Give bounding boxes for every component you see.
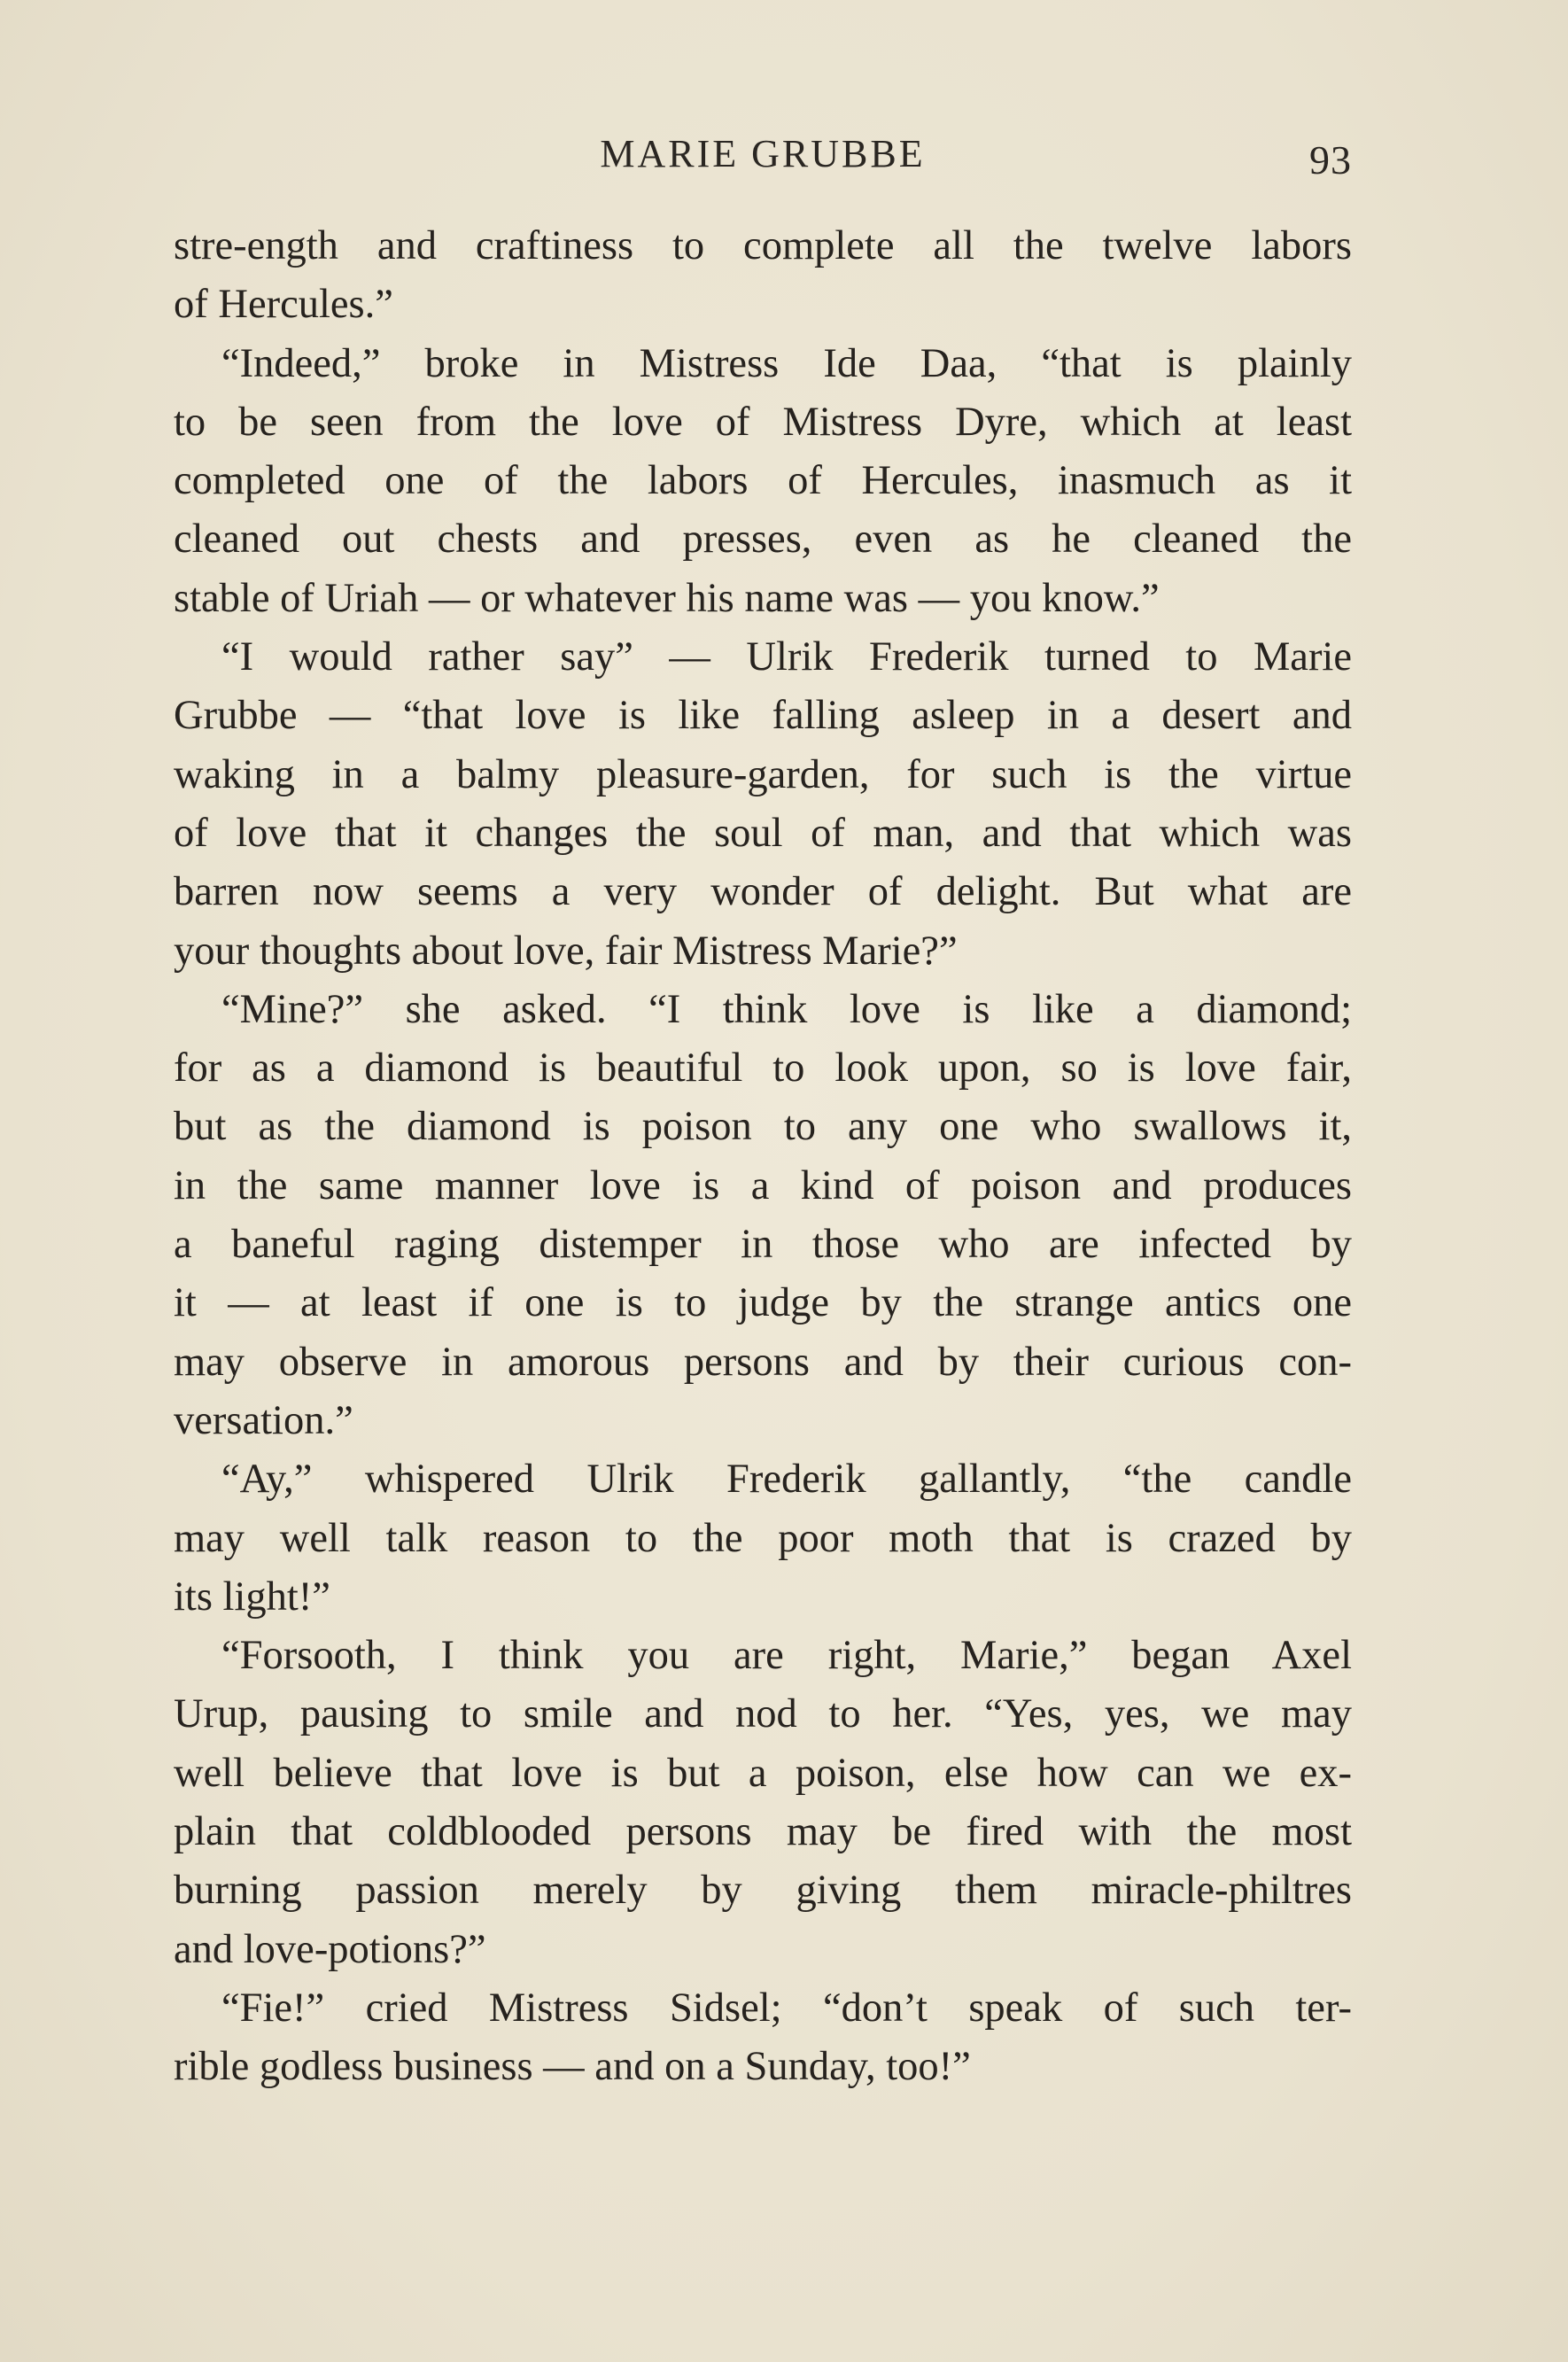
text-line: its light!”: [174, 1573, 330, 1620]
body-text: [174, 217, 1352, 2097]
text-line: “Fie!” cried Mistress Sidsel; “don’t speak of such ter-: [221, 1985, 1352, 2031]
text-line: but as the diamond is poison to any one who swallows it,: [174, 1104, 1352, 1150]
text-line: it — at least if one is to judge by the strange antics one: [174, 1280, 1352, 1326]
text-line: “Forsooth, I think you are right, Marie,” began Axel: [221, 1633, 1352, 1679]
text-line: plain that coldblooded persons may be fired with the most: [174, 1809, 1352, 1855]
text-line: well believe that love is but a poison, else how can we ex-: [174, 1750, 1352, 1796]
text-line: and love-potions?”: [174, 1926, 486, 1972]
text-line: “Mine?” she asked. “I think love is like a diamond;: [221, 986, 1352, 1032]
text-line: stable of Uriah — or whatever his name was — you know.”: [174, 575, 1160, 621]
text-line: Grubbe — “that love is like falling asleep in a desert and: [174, 693, 1352, 739]
text-line: of love that it changes the soul of man, and that which was: [174, 810, 1352, 856]
text-line: completed one of the labors of Hercules, inasmuch as it: [174, 458, 1352, 504]
text-line: “I would rather say” — Ulrik Frederik turned to Marie: [221, 634, 1352, 680]
text-line: versation.”: [174, 1397, 353, 1443]
text-line: for as a diamond is beautiful to look upon, so is love fair,: [174, 1045, 1352, 1092]
text-line: stre-ength and craftiness to complete all the twelve labors: [174, 223, 1352, 268]
text-line: burning passion merely by giving them miracle-philtres: [174, 1868, 1352, 1914]
text-line: of Hercules.”: [174, 282, 393, 328]
text-line: may well talk reason to the poor moth that is crazed by: [174, 1515, 1352, 1561]
running-head: [174, 122, 1352, 193]
page-number: 93: [1309, 137, 1352, 183]
text-line: cleaned out chests and presses, even as he cleaned the: [174, 517, 1352, 563]
text-line: “Indeed,” broke in Mistress Ide Daa, “that is plainly: [221, 340, 1352, 386]
text-line: Urup, pausing to smile and nod to her. “Yes, yes, we may: [174, 1691, 1352, 1737]
text-line: “Ay,” whispered Ulrik Frederik gallantly, “the candle: [221, 1457, 1352, 1503]
text-line: barren now seems a very wonder of delight. But what are: [174, 869, 1352, 915]
text-line: your thoughts about love, fair Mistress Marie?”: [174, 928, 958, 974]
text-line: in the same manner love is a kind of poison and produces: [174, 1162, 1352, 1208]
text-line: a baneful raging distemper in those who are infected by: [174, 1222, 1352, 1268]
running-title: MARIE GRUBBE: [600, 132, 926, 175]
text-line: may observe in amorous persons and by their curious con-: [174, 1339, 1352, 1385]
text-line: waking in a balmy pleasure-garden, for such is the virtue: [174, 751, 1352, 797]
text-line: rible godless business — and on a Sunday, too!”: [174, 2044, 971, 2090]
text-line: to be seen from the love of Mistress Dyre, which at least: [174, 399, 1352, 445]
